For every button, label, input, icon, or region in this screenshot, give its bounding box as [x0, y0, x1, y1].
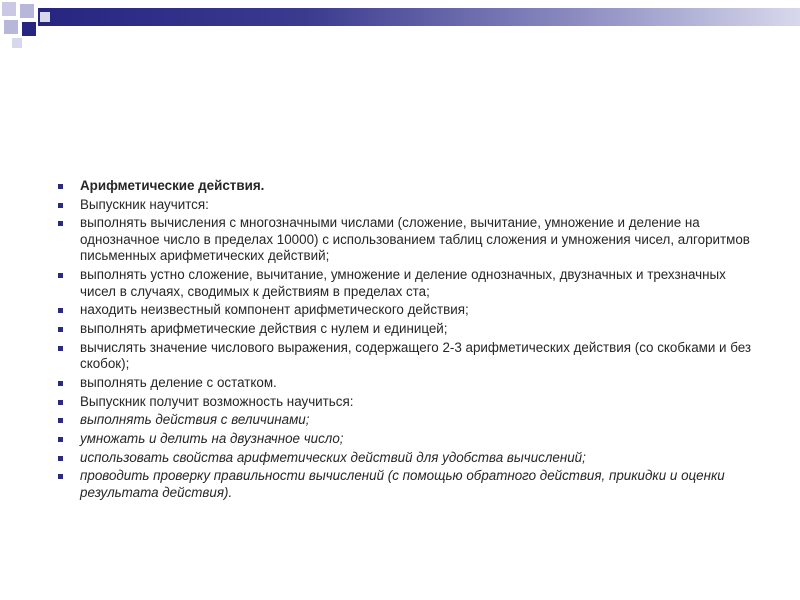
- slide-body: [58, 178, 758, 503]
- list-item: выполнять вычисления с многозначными числами (сложение, вычитание, умножение и деление на однозначное число в пределах 10000) с использованием таблиц сложения и умножения чисел, алгоритмов письменных арифметических действий;: [58, 215, 758, 265]
- decor-square: [12, 38, 22, 48]
- bullet-square-icon: [58, 418, 63, 423]
- decor-square: [22, 22, 36, 36]
- list-item: проводить проверку правильности вычислений (с помощью обратного действия, прикидки и оценки результата действия).: [58, 468, 758, 501]
- bullet-square-icon: [58, 474, 63, 479]
- list-item: выполнять действия с величинами;: [58, 412, 758, 429]
- bullet-square-icon: [58, 221, 63, 226]
- bullet-square-icon: [58, 273, 63, 278]
- decor-square: [4, 20, 18, 34]
- header-bar: [38, 8, 800, 26]
- decor-square: [40, 12, 50, 22]
- decor-square: [20, 4, 34, 18]
- bullet-square-icon: [58, 400, 63, 405]
- bullet-square-icon: [58, 381, 63, 386]
- list-item: умножать и делить на двузначное число;: [58, 431, 758, 448]
- bullet-square-icon: [58, 456, 63, 461]
- decor-square: [2, 2, 16, 16]
- bullet-square-icon: [58, 203, 63, 208]
- list-item: Выпускник научится:: [58, 197, 758, 214]
- bullet-square-icon: [58, 346, 63, 351]
- list-item: находить неизвестный компонент арифметического действия;: [58, 302, 758, 319]
- bullet-square-icon: [58, 184, 63, 189]
- list-item: Арифметические действия.: [58, 178, 758, 195]
- bullet-square-icon: [58, 308, 63, 313]
- list-item: вычислять значение числового выражения, содержащего 2-3 арифметических действия (со скобками и без скобок);: [58, 340, 758, 373]
- bullet-list: [58, 178, 758, 501]
- list-item: выполнять устно сложение, вычитание, умножение и деление однозначных, двузначных и трехзначных чисел в случаях, сводимых к действиям в пределах ста;: [58, 267, 758, 300]
- list-item: Выпускник получит возможность научиться:: [58, 394, 758, 411]
- bullet-square-icon: [58, 437, 63, 442]
- list-item: использовать свойства арифметических действий для удобства вычислений;: [58, 450, 758, 467]
- bullet-square-icon: [58, 327, 63, 332]
- list-item: выполнять арифметические действия с нулем и единицей;: [58, 321, 758, 338]
- list-item: выполнять деление с остатком.: [58, 375, 758, 392]
